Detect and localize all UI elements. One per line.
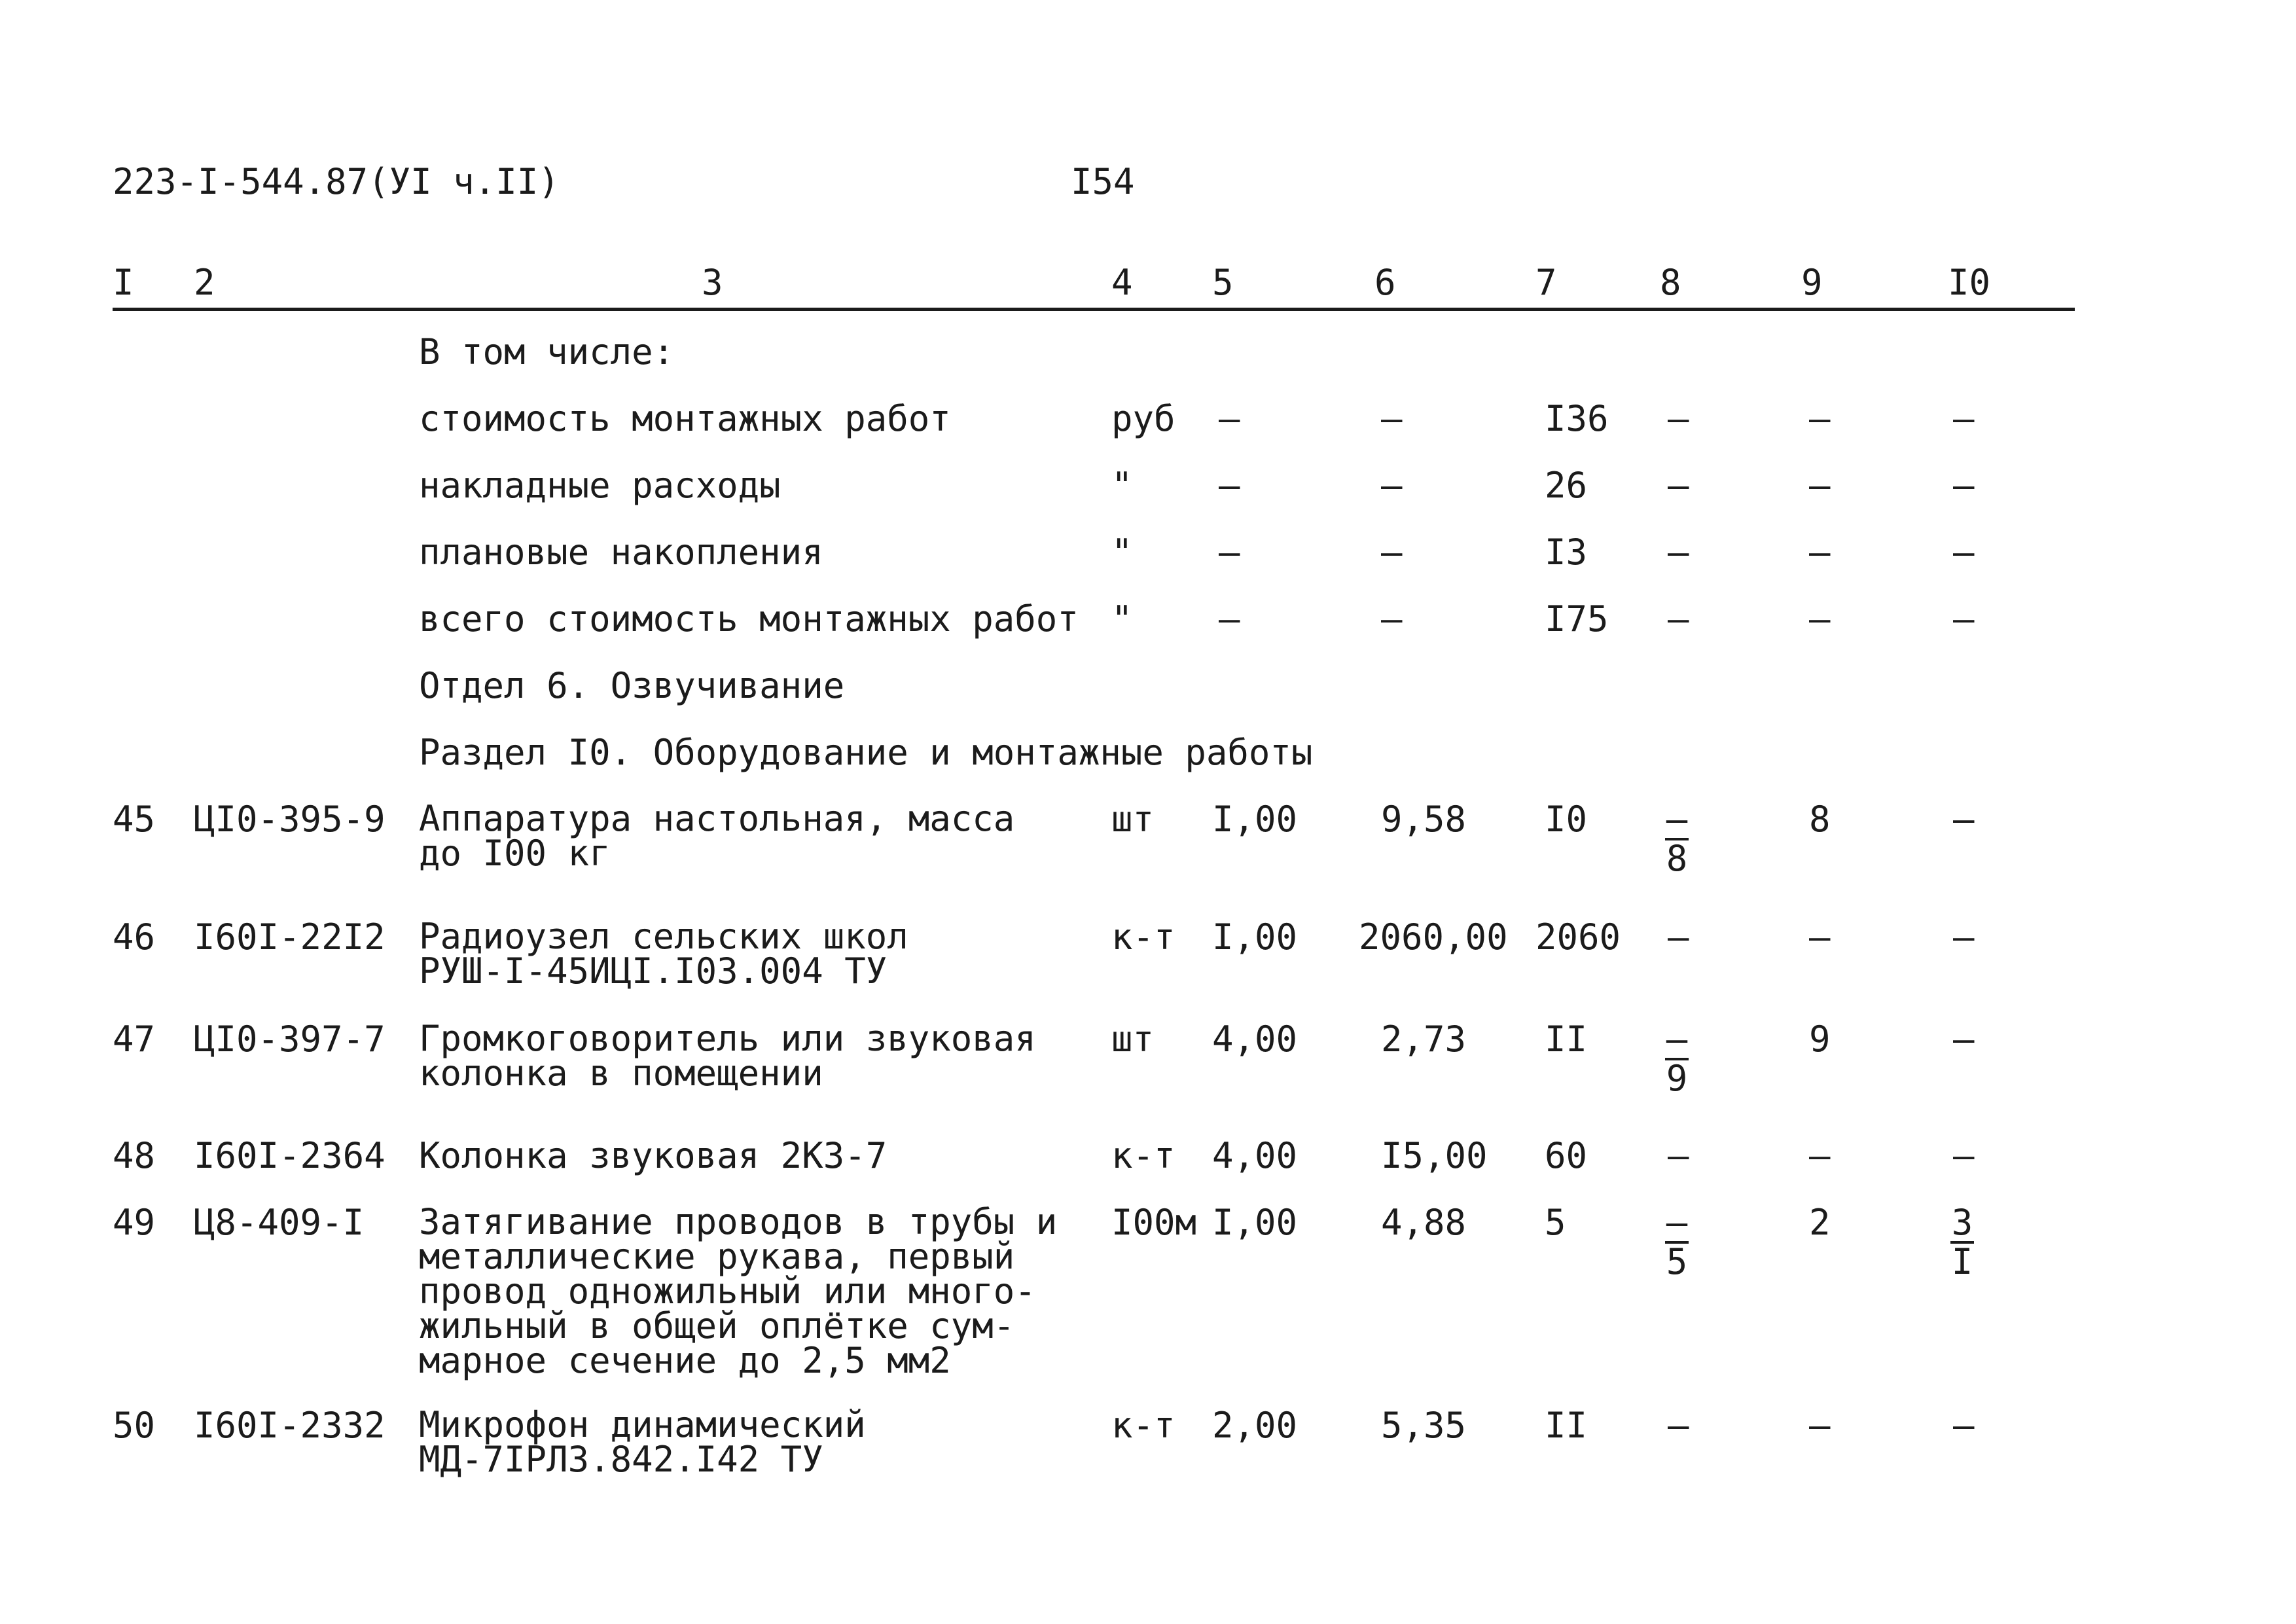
column-header-7: 7 xyxy=(1535,262,1557,303)
item-name: Громкоговоритель или звуковая колонка в помещении xyxy=(419,1018,1036,1094)
summary-col5: – xyxy=(1219,398,1240,439)
summary-col8: – xyxy=(1668,532,1689,573)
item-total: 5 xyxy=(1545,1202,1566,1243)
item-price: I5,00 xyxy=(1381,1135,1488,1176)
item-price: 5,35 xyxy=(1381,1405,1467,1446)
summary-col6: – xyxy=(1381,598,1403,640)
item-quantity: 4,00 xyxy=(1212,1135,1298,1176)
item-unit: к-т xyxy=(1111,1135,1175,1176)
item-total: 2060 xyxy=(1535,916,1621,958)
item-col8: – xyxy=(1668,916,1689,958)
summary-unit: руб xyxy=(1111,398,1175,439)
summary-name: плановые накопления xyxy=(419,532,823,573)
item-unit: шт xyxy=(1111,799,1155,840)
item-col10: – xyxy=(1953,1135,1975,1176)
item-name: Радиоузел сельских школ РУШ-I-45ИЦI.I03.004 ТУ xyxy=(419,916,908,992)
item-col10: – xyxy=(1953,916,1975,958)
item-quantity: 2,00 xyxy=(1212,1405,1298,1446)
summary-col5: – xyxy=(1219,532,1240,573)
summary-heading: В том числе: xyxy=(419,331,675,372)
item-col9: 8 xyxy=(1809,799,1831,840)
item-number: 48 xyxy=(113,1135,156,1176)
fraction-denominator: 8 xyxy=(1666,838,1688,879)
item-price: 2,73 xyxy=(1381,1019,1467,1060)
header-rule xyxy=(113,308,2075,311)
column-header-6: 6 xyxy=(1374,262,1396,303)
item-col9: 9 xyxy=(1809,1019,1831,1060)
item-number: 47 xyxy=(113,1019,156,1060)
summary-unit: " xyxy=(1111,465,1133,506)
summary-col9: – xyxy=(1809,398,1831,439)
item-col9: – xyxy=(1809,916,1831,958)
item-total: I0 xyxy=(1545,799,1588,840)
item-quantity: 4,00 xyxy=(1212,1019,1298,1060)
item-code: ЦI0-397-7 xyxy=(194,1019,386,1060)
item-unit: I00м xyxy=(1111,1202,1197,1243)
item-number: 46 xyxy=(113,916,156,958)
item-total: 60 xyxy=(1545,1135,1588,1176)
fraction-numerator: 3 xyxy=(1951,1202,1973,1243)
summary-col8: – xyxy=(1668,598,1689,640)
item-col8-fraction xyxy=(1657,801,1696,877)
item-unit: к-т xyxy=(1111,916,1175,958)
item-name: Затягивание проводов в трубы и металлические рукава, первый провод одножильный или много- жильный в общей оплётке сум- марное сечение до 2,5 мм2 xyxy=(419,1201,1058,1381)
item-unit: к-т xyxy=(1111,1405,1175,1446)
item-col8: – xyxy=(1668,1135,1689,1176)
item-col10: – xyxy=(1953,1019,1975,1060)
section-heading: Раздел I0. Оборудование и монтажные работы xyxy=(419,732,1313,773)
item-col8-fraction xyxy=(1657,1204,1696,1280)
summary-unit: " xyxy=(1111,532,1133,573)
item-total: II xyxy=(1545,1405,1588,1446)
item-col10: – xyxy=(1953,1405,1975,1446)
summary-unit: " xyxy=(1111,598,1133,640)
item-col9: 2 xyxy=(1809,1202,1831,1243)
item-total: II xyxy=(1545,1019,1588,1060)
column-header-4: 4 xyxy=(1111,262,1133,303)
summary-col9: – xyxy=(1809,598,1831,640)
summary-name: накладные расходы xyxy=(419,465,781,506)
summary-name: стоимость монтажных работ xyxy=(419,398,951,439)
item-col10: – xyxy=(1953,799,1975,840)
item-col8: – xyxy=(1668,1405,1689,1446)
item-col8-fraction xyxy=(1657,1021,1696,1097)
item-name: Аппаратура настольная, масса до I00 кг xyxy=(419,798,1015,874)
summary-col6: – xyxy=(1381,532,1403,573)
summary-col7: I3 xyxy=(1545,532,1588,573)
summary-col8: – xyxy=(1668,398,1689,439)
fraction-denominator: 5 xyxy=(1666,1241,1688,1282)
fraction-numerator: – xyxy=(1666,1019,1688,1060)
item-number: 49 xyxy=(113,1202,156,1243)
summary-name: всего стоимость монтажных работ xyxy=(419,598,1079,640)
summary-col5: – xyxy=(1219,598,1240,640)
item-number: 50 xyxy=(113,1405,156,1446)
column-header-3: 3 xyxy=(702,262,723,303)
column-header-10: I0 xyxy=(1948,262,1991,303)
item-name: Колонка звуковая 2КЗ-7 xyxy=(419,1135,888,1176)
department-heading: Отдел 6. Озвучивание xyxy=(419,665,845,706)
summary-col5: – xyxy=(1219,465,1240,506)
item-col9: – xyxy=(1809,1135,1831,1176)
item-price: 2060,00 xyxy=(1359,916,1508,958)
item-col10-fraction xyxy=(1943,1204,1982,1280)
item-code: ЦI0-395-9 xyxy=(194,799,386,840)
item-col9: – xyxy=(1809,1405,1831,1446)
item-quantity: I,00 xyxy=(1212,916,1298,958)
summary-col7: 26 xyxy=(1545,465,1588,506)
summary-col8: – xyxy=(1668,465,1689,506)
item-price: 4,88 xyxy=(1381,1202,1467,1243)
item-name: Микрофон динамический МД-7IРЛЗ.842.I42 ТУ xyxy=(419,1404,866,1480)
item-number: 45 xyxy=(113,799,156,840)
summary-col7: I75 xyxy=(1545,598,1609,640)
item-price: 9,58 xyxy=(1381,799,1467,840)
fraction-numerator: – xyxy=(1666,799,1688,840)
fraction-denominator: I xyxy=(1951,1241,1973,1282)
item-quantity: I,00 xyxy=(1212,799,1298,840)
summary-col6: – xyxy=(1381,398,1403,439)
item-code: I60I-22I2 xyxy=(194,916,386,958)
summary-col9: – xyxy=(1809,465,1831,506)
summary-col10: – xyxy=(1953,532,1975,573)
column-header-2: 2 xyxy=(194,262,215,303)
item-code: I60I-2364 xyxy=(194,1135,386,1176)
item-code: I60I-2332 xyxy=(194,1405,386,1446)
column-header-8: 8 xyxy=(1660,262,1681,303)
item-unit: шт xyxy=(1111,1019,1155,1060)
column-header-5: 5 xyxy=(1212,262,1234,303)
summary-col6: – xyxy=(1381,465,1403,506)
summary-col9: – xyxy=(1809,532,1831,573)
summary-col10: – xyxy=(1953,598,1975,640)
fraction-denominator: 9 xyxy=(1666,1058,1688,1099)
document-code: 223-I-544.87(УI ч.II) xyxy=(113,161,560,202)
column-header-1: I xyxy=(113,262,134,303)
column-header-9: 9 xyxy=(1801,262,1823,303)
fraction-numerator: – xyxy=(1666,1202,1688,1243)
summary-col10: – xyxy=(1953,465,1975,506)
item-code: Ц8-409-I xyxy=(194,1202,365,1243)
summary-col10: – xyxy=(1953,398,1975,439)
item-quantity: I,00 xyxy=(1212,1202,1298,1243)
summary-col7: I36 xyxy=(1545,398,1609,439)
page-number: I54 xyxy=(1071,161,1135,202)
